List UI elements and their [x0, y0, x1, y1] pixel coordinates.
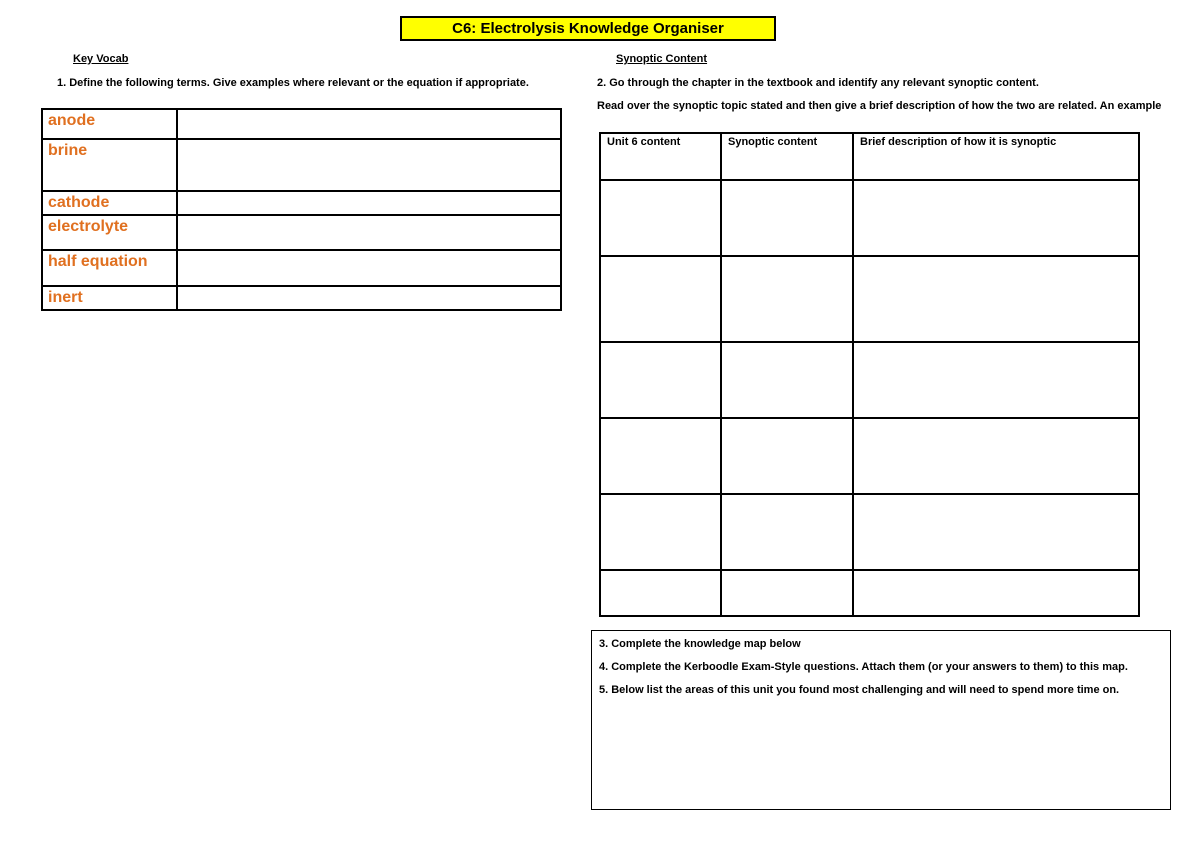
term-brine: brine	[42, 139, 177, 191]
term-cathode: cathode	[42, 191, 177, 215]
task-3: 3. Complete the knowledge map below	[599, 638, 801, 650]
definition-cell[interactable]	[177, 286, 561, 310]
table-row	[42, 215, 561, 250]
definition-cell[interactable]	[177, 139, 561, 191]
synoptic-instruction: 2. Go through the chapter in the textbook and identify any relevant synoptic content.	[597, 77, 1039, 89]
table-row	[42, 191, 561, 215]
synoptic-heading: Synoptic Content	[616, 53, 708, 65]
column-header-synoptic: Synoptic content	[721, 133, 853, 180]
vocab-instruction: 1. Define the following terms. Give examples where relevant or the equation if appropriate.	[57, 77, 529, 89]
table-cell[interactable]	[853, 342, 1139, 418]
table-cell[interactable]	[600, 342, 721, 418]
tasks-box[interactable]	[591, 630, 1171, 810]
task-5: 5. Below list the areas of this unit you found most challenging and will need to spend more time on.	[599, 684, 1120, 696]
table-row	[600, 570, 1139, 616]
table-row	[600, 342, 1139, 418]
table-cell[interactable]	[600, 180, 721, 256]
key-vocab-heading: Key Vocab	[73, 53, 129, 65]
definition-cell[interactable]	[177, 191, 561, 215]
table-cell[interactable]	[721, 256, 853, 342]
table-cell[interactable]	[853, 418, 1139, 494]
table-cell[interactable]	[721, 570, 853, 616]
definition-cell[interactable]	[177, 215, 561, 250]
term-inert: inert	[42, 286, 177, 310]
table-cell[interactable]	[853, 570, 1139, 616]
table-row	[600, 494, 1139, 570]
synoptic-table	[599, 132, 1140, 617]
vocab-table	[41, 108, 562, 311]
table-cell[interactable]	[600, 418, 721, 494]
table-row	[42, 286, 561, 310]
definition-cell[interactable]	[177, 250, 561, 286]
table-cell[interactable]	[721, 418, 853, 494]
table-row	[42, 109, 561, 139]
table-cell[interactable]	[853, 180, 1139, 256]
term-electrolyte: electrolyte	[42, 215, 177, 250]
table-cell[interactable]	[721, 342, 853, 418]
table-cell[interactable]	[721, 494, 853, 570]
table-cell[interactable]	[600, 256, 721, 342]
table-row	[600, 180, 1139, 256]
synoptic-instruction-2: Read over the synoptic topic stated and then give a brief description of how the two are related. An example	[597, 100, 1162, 112]
table-header-row	[600, 133, 1139, 180]
table-cell[interactable]	[721, 180, 853, 256]
table-cell[interactable]	[853, 494, 1139, 570]
table-cell[interactable]	[600, 570, 721, 616]
term-anode: anode	[42, 109, 177, 139]
task-4: 4. Complete the Kerboodle Exam-Style questions. Attach them (or your answers to them) to this map.	[599, 661, 1128, 673]
table-row	[600, 418, 1139, 494]
table-cell[interactable]	[600, 494, 721, 570]
table-cell[interactable]	[853, 256, 1139, 342]
definition-cell[interactable]	[177, 109, 561, 139]
page-title: C6: Electrolysis Knowledge Organiser	[400, 16, 776, 41]
column-header-unit6: Unit 6 content	[600, 133, 721, 180]
term-half-equation: half equation	[42, 250, 177, 286]
table-row	[42, 250, 561, 286]
table-row	[600, 256, 1139, 342]
table-row	[42, 139, 561, 191]
column-header-description: Brief description of how it is synoptic	[853, 133, 1139, 180]
